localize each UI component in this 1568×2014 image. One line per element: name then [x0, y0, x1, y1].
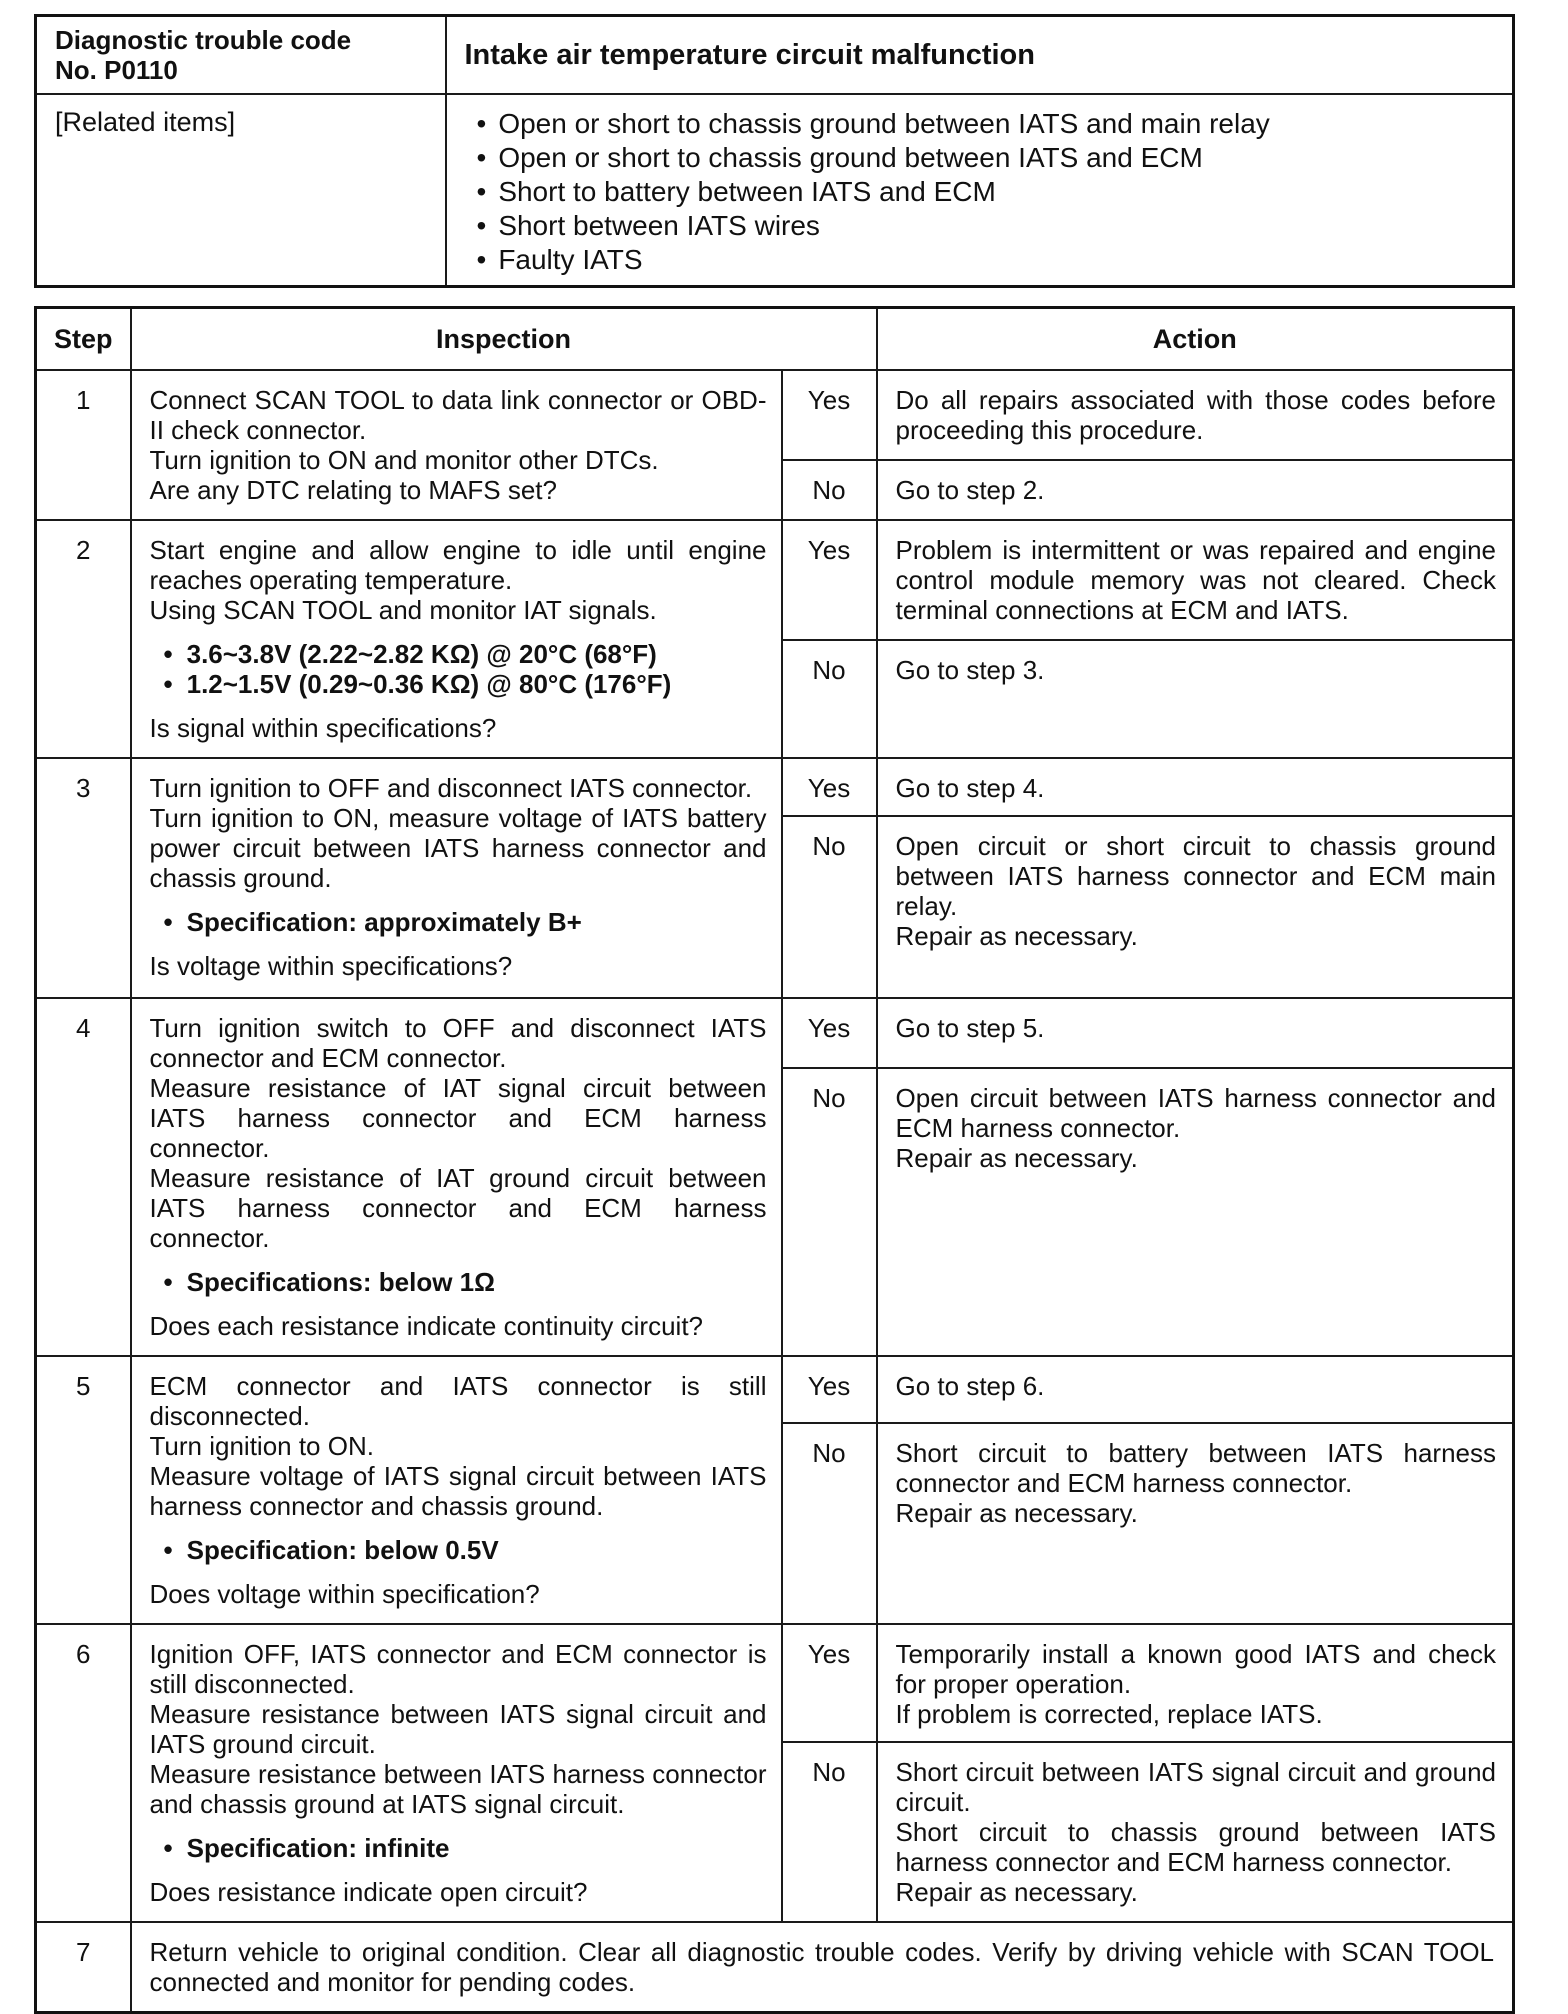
action-text: Go to step 6.: [895, 1371, 1045, 1401]
action-text: Go to step 4.: [895, 773, 1045, 803]
inspection-text: Turn ignition to ON, measure voltage of IATS battery power circuit between IATS harness connector and chassis ground.: [149, 803, 767, 893]
action-text: Open circuit between IATS harness connector and ECM harness connector.: [895, 1082, 1497, 1143]
inspection-question: Does resistance indicate open circuit?: [149, 1877, 588, 1907]
yes-action: [877, 520, 1514, 640]
action-text: Repair as necessary.: [895, 1877, 1138, 1907]
yes-action: [877, 370, 1514, 460]
related-item: • Short to battery between IATS and ECM: [477, 175, 1495, 209]
action-text: Do all repairs associated with those codes before proceeding this procedure.: [895, 385, 1497, 445]
step-inspection: [131, 998, 782, 1356]
inspection-text: Start engine and allow engine to idle until engine reaches operating temperature.: [149, 535, 767, 595]
specification: • 3.6~3.8V (2.22~2.82 KΩ) @ 20°C (68°F): [164, 639, 767, 669]
no-label: No: [782, 1742, 877, 1922]
action-text: Problem is intermittent or was repaired and engine control module memory was not cleared. Check terminal connections at ECM and IATS.: [895, 535, 1497, 625]
specification-list: [150, 907, 767, 937]
step-row: [36, 520, 1514, 640]
dtc-header-table: [34, 14, 1515, 288]
step-number: 3: [36, 758, 131, 998]
step-column-header: Step: [36, 308, 131, 371]
action-text: Go to step 2.: [895, 475, 1045, 506]
specification: • Specifications: below 1Ω: [164, 1267, 767, 1297]
inspection-text: Turn ignition to ON and monitor other DTCs.: [149, 445, 659, 475]
step-row: [36, 370, 1514, 460]
yes-action: [877, 998, 1514, 1068]
dtc-code: No. P0110: [55, 55, 178, 85]
no-action: [877, 640, 1514, 758]
related-item: • Faulty IATS: [477, 243, 1495, 277]
no-label: No: [782, 1068, 877, 1356]
inspection-text: Ignition OFF, IATS connector and ECM connector is still disconnected.: [149, 1639, 767, 1699]
step-row: [36, 1922, 1514, 2013]
step-number: 1: [36, 370, 131, 520]
inspection-question: Is voltage within specifications?: [149, 951, 513, 981]
step-row: [36, 758, 1514, 816]
action-text: Go to step 3.: [895, 655, 1045, 685]
dtc-title: Intake air temperature circuit malfunction: [446, 16, 1514, 95]
related-items-label: [Related items]: [36, 94, 446, 287]
inspection-text: Measure resistance between IATS signal circuit and IATS ground circuit.: [149, 1699, 767, 1759]
step-inspection: [131, 758, 782, 998]
step-number: 7: [36, 1922, 131, 2013]
step-inspection: [131, 1624, 782, 1922]
action-text: Short circuit between IATS signal circuit and ground circuit.: [895, 1757, 1497, 1817]
yes-label: Yes: [782, 758, 877, 816]
specification: • 1.2~1.5V (0.29~0.36 KΩ) @ 80°C (176°F): [164, 669, 767, 699]
action-text: If problem is corrected, replace IATS.: [895, 1699, 1323, 1729]
specification: • Specification: below 0.5V: [164, 1535, 767, 1565]
no-action: [877, 460, 1514, 520]
inspection-question: Is signal within specifications?: [149, 713, 497, 743]
dtc-label: [36, 16, 446, 95]
inspection-text: Turn ignition to ON.: [149, 1431, 374, 1461]
no-label: No: [782, 816, 877, 998]
step-number: 6: [36, 1624, 131, 1922]
yes-label: Yes: [782, 998, 877, 1068]
yes-label: Yes: [782, 1624, 877, 1742]
inspection-question: Does voltage within specification?: [149, 1579, 540, 1609]
related-item: • Short between IATS wires: [477, 209, 1495, 243]
yes-label: Yes: [782, 1356, 877, 1423]
related-items-list: [465, 107, 1495, 277]
specification-list: [150, 1833, 767, 1863]
step-number: 5: [36, 1356, 131, 1624]
action-text: Short circuit to battery between IATS harness connector and ECM harness connector.: [895, 1438, 1497, 1498]
inspection-text: Measure resistance of IAT ground circuit between IATS harness connector and ECM harness connector.: [149, 1163, 767, 1253]
step-number: 2: [36, 520, 131, 758]
action-text: Temporarily install a known good IATS and check for proper operation.: [895, 1639, 1497, 1699]
inspection-text: Turn ignition to OFF and disconnect IATS connector.: [149, 773, 753, 803]
no-label: No: [782, 1423, 877, 1624]
specification-list: [150, 639, 767, 699]
yes-label: Yes: [782, 370, 877, 460]
inspection-text: Connect SCAN TOOL to data link connector or OBD-II check connector.: [149, 385, 767, 445]
yes-action: [877, 1356, 1514, 1423]
inspection-text: Measure resistance between IATS harness connector and chassis ground at IATS signal circuit.: [149, 1759, 767, 1819]
no-action: [877, 816, 1514, 998]
action-text: Repair as necessary.: [895, 1142, 1138, 1173]
specification: • Specification: approximately B+: [164, 907, 767, 937]
inspection-question: Does each resistance indicate continuity circuit?: [149, 1311, 704, 1341]
related-item: • Open or short to chassis ground between IATS and ECM: [477, 141, 1495, 175]
step-inspection: [131, 370, 782, 520]
action-text: Repair as necessary.: [895, 921, 1138, 951]
yes-action: [877, 1624, 1514, 1742]
inspection-text: Are any DTC relating to MAFS set?: [149, 475, 557, 505]
dtc-label-line1: Diagnostic trouble code: [55, 25, 352, 55]
no-action: [877, 1742, 1514, 1922]
inspection-text: Turn ignition switch to OFF and disconnect IATS connector and ECM connector.: [149, 1013, 767, 1073]
inspection-text: Measure voltage of IATS signal circuit between IATS harness connector and chassis ground.: [149, 1461, 767, 1521]
action-column-header: Action: [877, 308, 1514, 371]
action-text: Go to step 5.: [895, 1013, 1045, 1043]
inspection-column-header: Inspection: [131, 308, 877, 371]
inspection-text: Measure resistance of IAT signal circuit between IATS harness connector and ECM harness connector.: [149, 1073, 767, 1163]
yes-action: [877, 758, 1514, 816]
step-inspection: [131, 1356, 782, 1624]
action-text: Open circuit or short circuit to chassis ground between IATS harness connector and ECM main relay.: [895, 831, 1497, 921]
specification: • Specification: infinite: [164, 1833, 767, 1863]
step-row: [36, 1356, 1514, 1423]
related-items-cell: [446, 94, 1514, 287]
step-row: [36, 998, 1514, 1068]
step-row: [36, 1624, 1514, 1742]
specification-list: [150, 1267, 767, 1297]
step-number: 4: [36, 998, 131, 1356]
no-label: No: [782, 460, 877, 520]
action-text: Repair as necessary.: [895, 1498, 1138, 1528]
related-item: • Open or short to chassis ground between IATS and main relay: [477, 107, 1495, 141]
action-text: Short circuit to chassis ground between IATS harness connector and ECM harness connector.: [895, 1817, 1497, 1877]
inspection-text: ECM connector and IATS connector is still disconnected.: [149, 1371, 767, 1431]
inspection-text: Using SCAN TOOL and monitor IAT signals.: [149, 595, 657, 625]
diagnostic-steps-table: [34, 306, 1515, 2014]
specification-list: [150, 1535, 767, 1565]
yes-label: Yes: [782, 520, 877, 640]
no-action: [877, 1068, 1514, 1356]
no-action: [877, 1423, 1514, 1624]
step-inspection: [131, 520, 782, 758]
final-step-text: Return vehicle to original condition. Clear all diagnostic trouble codes. Verify by driving vehicle with SCAN TOOL connected and monitor for pending codes.: [131, 1922, 1514, 2013]
no-label: No: [782, 640, 877, 758]
table-header-row: [36, 308, 1514, 371]
